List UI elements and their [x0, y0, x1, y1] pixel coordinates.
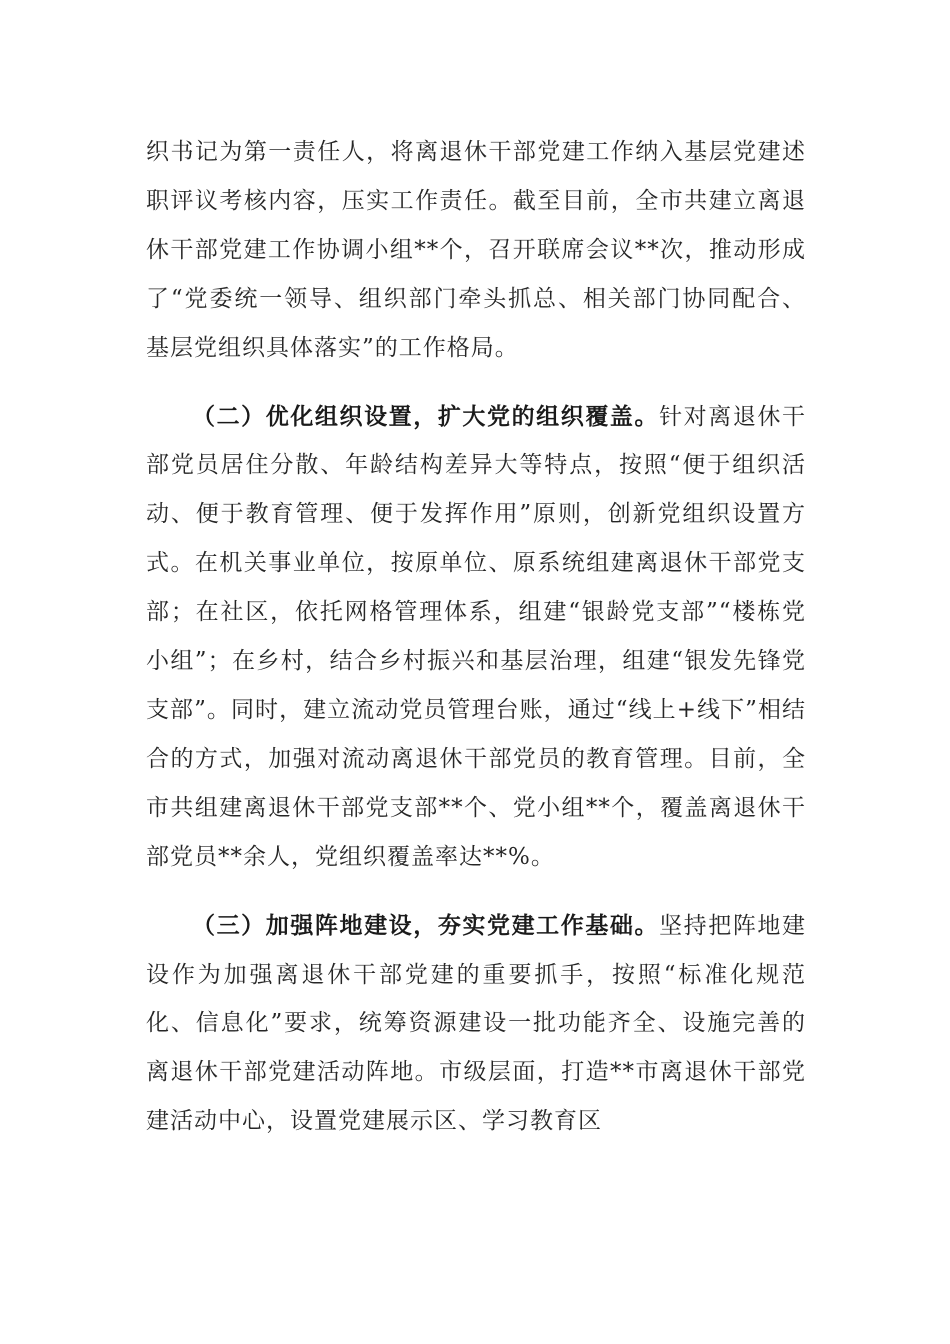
paragraph-3-text: 坚持把阵地建设作为加强离退休干部党建的重要抓手，按照“标准化规范化、信息化”要求，统筹资源建设一批功能齐全、设施完善的离退休干部党建活动阵地。市级层面，打造**市离退休干部党建活动中心，设置党建展示区、学习教育区 [146, 912, 807, 1135]
paragraph-2-heading: （二）优化组织设置，扩大党的组织覆盖。 [192, 403, 660, 430]
paragraph-2 [146, 393, 806, 882]
paragraph-2-text: 针对离退休干部党员居住分散、年龄结构差异大等特点，按照“便于组织活动、便于教育管理、便于发挥作用”原则，创新党组织设置方式。在机关事业单位，按原单位、原系统组建离退休干部党支部；在社区，依托网格管理体系，组建“银龄党支部”“楼栋党小组”；在乡村，结合乡村振兴和基层治理，组建“银发先锋党支部”。同时，建立流动党员管理台账，通过“线上+线下”相结合的方式，加强对流动离退休干部党员的教育管理。目前，全市共组建离退休干部党支部**个、党小组**个，覆盖离退休干部党员**余人，党组织覆盖率达**%。 [146, 403, 807, 870]
paragraph-3-heading: （三）加强阵地建设，夯实党建工作基础。 [192, 912, 660, 939]
paragraph-1-text: 织书记为第一责任人，将离退休干部党建工作纳入基层党建述职评议考核内容，压实工作责任。截至目前，全市共建立离退休干部党建工作协调小组**个，召开联席会议**次，推动形成了“党委统一领导、组织部门牵头抓总、相关部门协同配合、基层党组织具体落实”的工作格局。 [146, 139, 806, 361]
paragraph-1 [146, 128, 806, 373]
paragraph-3 [146, 902, 806, 1147]
document-body [146, 128, 806, 1166]
